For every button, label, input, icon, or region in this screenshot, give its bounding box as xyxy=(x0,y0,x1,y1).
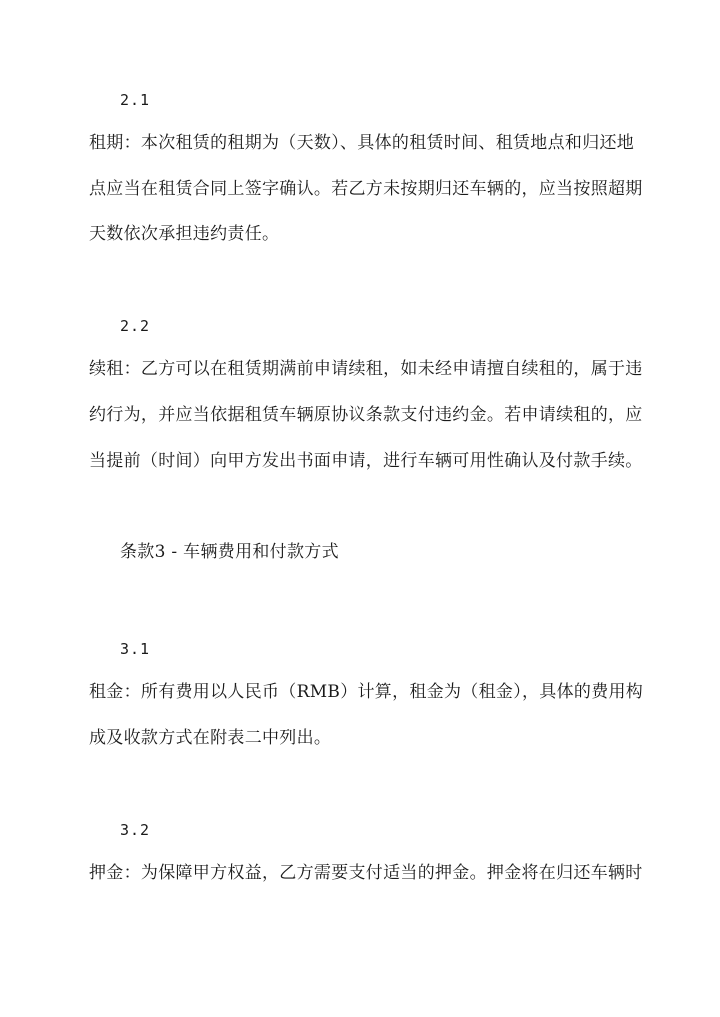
clause-2-2-line-2: 约行为，并应当依据租赁车辆原协议条款支付违约金。若申请续租的，应 xyxy=(89,405,643,425)
clause-number-2-2: 2.2 xyxy=(120,317,151,335)
clause-number-2-1: 2.1 xyxy=(120,91,151,109)
clause-2-2-line-1: 续租：乙方可以在租赁期满前申请续租，如未经申请擅自续租的，属于违 xyxy=(89,359,643,379)
clause-3-1-line-2: 成及收款方式在附表二中列出。 xyxy=(89,728,332,748)
clause-3-2-line-1: 押金：为保障甲方权益，乙方需要支付适当的押金。押金将在归还车辆时 xyxy=(89,863,643,883)
clause-2-2-line-3: 当提前（时间）向甲方发出书面申请，进行车辆可用性确认及付款手续。 xyxy=(89,451,643,471)
clause-2-1-line-2: 点应当在租赁合同上签字确认。若乙方未按期归还车辆的，应当按照超期 xyxy=(89,179,643,199)
clause-number-3-2: 3.2 xyxy=(120,821,151,839)
clause-3-heading: 条款3 - 车辆费用和付款方式 xyxy=(120,542,339,562)
clause-number-3-1: 3.1 xyxy=(120,640,151,658)
clause-2-1-line-1: 租期：本次租赁的租期为（天数）、具体的租赁时间、租赁地点和归还地 xyxy=(89,133,635,153)
clause-3-1-line-1: 租金：所有费用以人民币（RMB）计算，租金为（租金），具体的费用构 xyxy=(89,682,644,702)
clause-2-1-line-3: 天数依次承担违约责任。 xyxy=(89,224,280,244)
